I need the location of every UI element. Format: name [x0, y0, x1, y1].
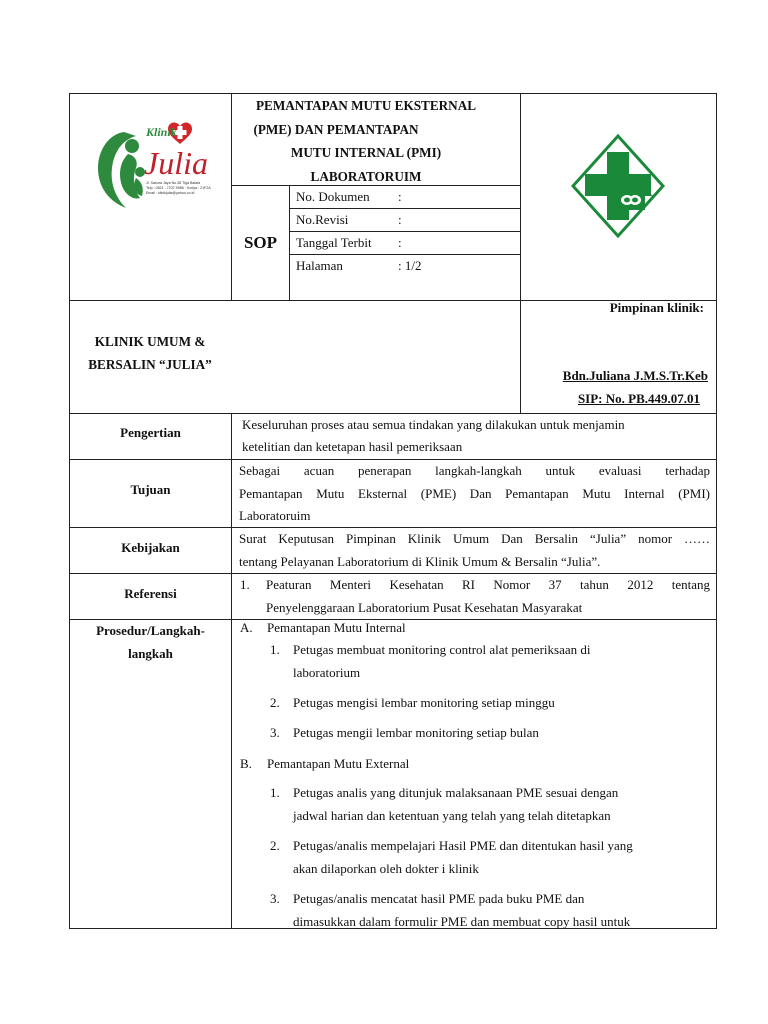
list-item — [270, 692, 710, 715]
list-item — [270, 722, 710, 745]
referensi-line-1: Peaturan Menteri Kesehatan RI Nomor 37 tahun 2012 tentang — [266, 577, 710, 592]
clinic-head-label: Pimpinan klinik: — [609, 300, 704, 315]
tujuan-line-2: Pemantapan Mutu Eksternal (PME) Dan Pemantapan Mutu Internal (PMI) — [239, 485, 710, 501]
logo-brand-small: Klinik — [146, 125, 177, 139]
kebijakan-text — [232, 528, 716, 573]
title-line-1: PEMANTAPAN MUTU EKSTERNAL — [255, 98, 477, 113]
list-item — [270, 639, 710, 684]
b-item-2-line-1: Petugas/analis mempelajari Hasil PME dan ditentukan hasil yang — [293, 838, 633, 853]
logo-cell — [69, 93, 231, 301]
referensi-line-2: Penyelenggaraan Laboratorium Pusat Kesehatan Masyarakat — [266, 599, 583, 615]
meta-value-dokumen: : — [398, 189, 402, 204]
clinic-name-line-1: KLINIK UMUM & — [94, 334, 206, 349]
klinik-julia-logo — [84, 112, 244, 222]
health-cross-house-icon — [571, 134, 665, 238]
section-a-heading — [240, 619, 406, 640]
logo-address-3: Email : klinikjulia@yahoo.co.id — [146, 191, 195, 195]
pengertian-label: Pengertian — [120, 425, 181, 440]
a-item-1-num: 1. — [270, 642, 280, 657]
prosedur-label-cell — [69, 619, 231, 929]
prosedur-label-line-1: Prosedur/Langkah- — [96, 623, 205, 638]
referensi-content-cell — [231, 573, 717, 619]
pengertian-text — [232, 414, 716, 457]
meta-label-dokumen: No. Dokumen — [296, 189, 370, 204]
meta-row-halaman — [290, 255, 520, 278]
prosedur-label — [70, 620, 231, 665]
b-item-2-num: 2. — [270, 838, 280, 853]
kebijakan-label: Kebijakan — [121, 540, 180, 555]
document-title — [232, 94, 520, 188]
clinic-head-sip: SIP: No. PB.449.07.01 — [577, 391, 700, 406]
referensi-label-cell — [69, 573, 231, 619]
meta-label-tanggal: Tanggal Terbit — [296, 235, 372, 250]
b-item-1-num: 1. — [270, 785, 280, 800]
kebijakan-label-cell — [69, 527, 231, 573]
b-item-3-line-1: Petugas/analis mencatat hasil PME pada buku PME dan — [293, 891, 585, 906]
prosedur-content-cell — [231, 619, 717, 929]
logo-address-2: Telp : 0821 - 7237 9986 · Kodya : 21F2A — [146, 186, 211, 190]
tujuan-content-cell — [231, 459, 717, 527]
pengertian-label-cell — [69, 413, 231, 459]
clinic-name-cell — [69, 300, 520, 413]
tujuan-line-1: Sebagai acuan penerapan langkah-langkah untuk evaluasi terhadap — [239, 463, 710, 478]
b-item-3-line-2: dimasukkan dalam formulir PME dan membuat copy hasil untuk — [293, 913, 631, 929]
a-item-3-line-1: Petugas mengii lembar monitoring setiap bulan — [293, 725, 539, 740]
a-item-3-num: 3. — [270, 725, 280, 740]
meta-row-tanggal — [290, 232, 520, 255]
clinic-name — [70, 301, 230, 376]
pengertian-line-2: ketelitian dan ketetapan hasil pemeriksaan — [242, 438, 463, 454]
title-line-3: MUTU INTERNAL (PMI) — [290, 145, 442, 160]
a-item-1-line-2: laboratorium — [293, 664, 361, 680]
pengertian-content-cell — [231, 413, 717, 459]
list-item — [270, 888, 710, 929]
sop-cell — [231, 185, 289, 301]
list-item — [270, 782, 710, 827]
a-item-2-line-1: Petugas mengisi lembar monitoring setiap minggu — [293, 695, 555, 710]
clinic-name-line-2: BERSALIN “JULIA” — [88, 356, 212, 372]
a-item-2-num: 2. — [270, 695, 280, 710]
meta-value-halaman: : 1/2 — [398, 258, 422, 273]
health-logo-cell — [520, 93, 717, 301]
referensi-text — [259, 574, 716, 619]
tujuan-label: Tujuan — [130, 482, 171, 497]
clinic-head-cell — [520, 300, 717, 413]
section-b-letter: B. — [240, 756, 252, 771]
clinic-head-name: Bdn.Juliana J.M.S.Tr.Keb — [562, 368, 708, 383]
meta-value-revisi: : — [398, 212, 402, 227]
kebijakan-line-1: Surat Keputusan Pimpinan Klinik Umum Dan Bersalin “Julia” nomor …… — [239, 531, 710, 546]
meta-row-dokumen — [290, 186, 520, 209]
referensi-num: 1. — [240, 577, 250, 592]
meta-label-halaman: Halaman — [296, 258, 343, 273]
b-item-1-line-2: jadwal harian dan ketentuan yang telah yang telah ditetapkan — [293, 807, 611, 823]
pengertian-line-1: Keseluruhan proses atau semua tindakan yang dilakukan untuk menjamin — [242, 417, 625, 432]
referensi-label: Referensi — [124, 586, 177, 601]
logo-brand-large: Julia — [144, 145, 208, 181]
b-item-3-num: 3. — [270, 891, 280, 906]
b-item-2-line-2: akan dilaporkan oleh dokter i klinik — [293, 860, 479, 876]
kebijakan-content-cell — [231, 527, 717, 573]
prosedur-label-line-2: langkah — [128, 645, 173, 661]
section-b-heading — [240, 753, 409, 776]
meta-value-tanggal: : — [398, 235, 402, 250]
a-item-1-line-1: Petugas membuat monitoring control alat pemeriksaan di — [293, 642, 591, 657]
section-b-title: Pemantapan Mutu External — [267, 756, 410, 771]
section-a-title: Pemantapan Mutu Internal — [267, 620, 406, 635]
meta-cell — [289, 185, 520, 301]
tujuan-label-cell — [69, 459, 231, 527]
logo-address-1: Jl. Sakura Jaya No.38 Tiga Balata — [146, 181, 201, 185]
list-item — [270, 835, 710, 880]
section-a-letter: A. — [240, 620, 253, 635]
sop-label: SOP — [243, 233, 278, 252]
title-cell — [231, 93, 520, 185]
tujuan-text — [232, 460, 716, 528]
title-line-4: LABORATORUIM — [310, 168, 422, 184]
title-line-2: (PME) DAN PEMANTAPAN — [253, 121, 419, 137]
meta-row-revisi — [290, 209, 520, 232]
meta-label-revisi: No.Revisi — [296, 212, 349, 227]
kebijakan-line-2: tentang Pelayanan Laboratorium di Klinik Umum & Bersalin “Julia”. — [239, 553, 601, 569]
tujuan-line-3: Laboratoruim — [239, 508, 311, 523]
b-item-1-line-1: Petugas analis yang ditunjuk malaksanaan PME sesuai dengan — [293, 785, 619, 800]
